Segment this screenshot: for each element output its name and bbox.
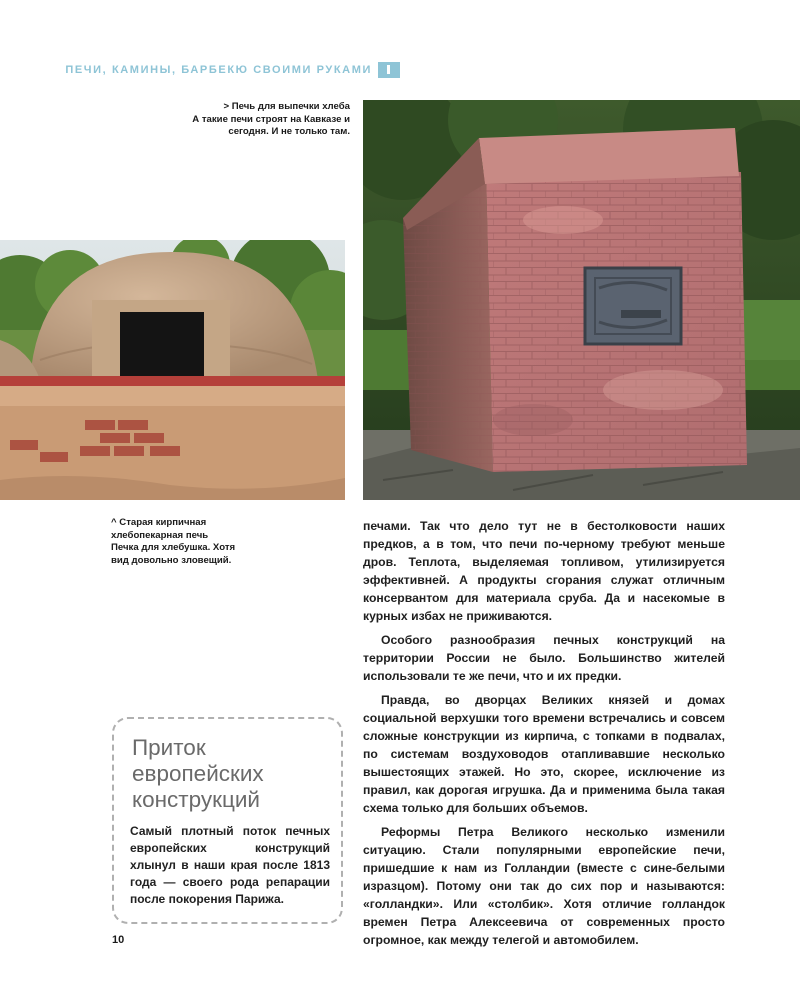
photo-brick-oven [363,100,800,500]
brick-oven-image [363,100,800,500]
paragraph: Реформы Петра Великого несколько изменили ситуацию. Стали популярными европейские печи, пришедшие к нам из Голландии (вместе с сине-белыми изразцом). Потому они так до сих пор и называются: «голландки». Или «столбик». Хотя отличие голландок времен Петра Алексеевича от современных просто огромное, как между телегой и автомобилем. [363,825,725,947]
caption-title: ^ Старая кирпичная хлебопекарная печь [111,517,209,541]
sidebar-title-line: конструкций [132,787,260,812]
running-header-title: ПЕЧИ, КАМИНЫ, БАРБЕКЮ СВОИМИ РУКАМИ [65,64,372,76]
photo-dome-oven [0,240,345,500]
sidebar-european-designs [112,717,343,924]
caption-title: > Печь для выпечки хлеба [223,101,350,112]
running-header [0,62,800,82]
caption-text: Печка для хлебушка. Хотя вид довольно зловещий. [111,542,236,566]
caption-old-brick-oven [111,517,251,567]
sidebar-title-line: европейских [132,761,264,786]
sidebar-title [132,735,332,813]
sidebar-text: Самый плотный поток печных европейских конструкций хлынул в наши края после 1813 года — своего рода репарации после покорения Парижа. [130,824,330,906]
section-tab-marker [378,62,400,78]
caption-bread-oven [180,101,350,139]
paragraph: печами. Так что дело тут не в бестолковости наших предков, а в том, что печи по-черному требуют меньше дров. Теплота, выделяемая топливом, утилизируется эффективней. А продукты сгорания служат отличным консервантом для материала сруба. Да и насекомые в курных избах не приживаются. [363,519,725,623]
page-number: 10 [112,934,125,946]
paragraph: Особого разнообразия печных конструкций на территории России не было. Большинство жителей использовали те же печи, что и их предки. [363,633,725,683]
caption-text: А такие печи строят на Кавказе и сегодня. И не только там. [192,113,350,137]
dome-oven-image [0,240,345,500]
sidebar-title-line: Приток [132,735,206,760]
paragraph: Правда, во дворцах Великих князей и домах социальной верхушки того времени встречались и совсем сложные конструкции из кирпича, с топками в подвалах, по системам воздуховодов отапливавшие несколько вышестоящих этажей. Но это, скорее, исключение из правил, как дорогая игрушка. Да и применима была такая схема только для больших объемов. [363,693,725,815]
article-body [363,517,725,955]
